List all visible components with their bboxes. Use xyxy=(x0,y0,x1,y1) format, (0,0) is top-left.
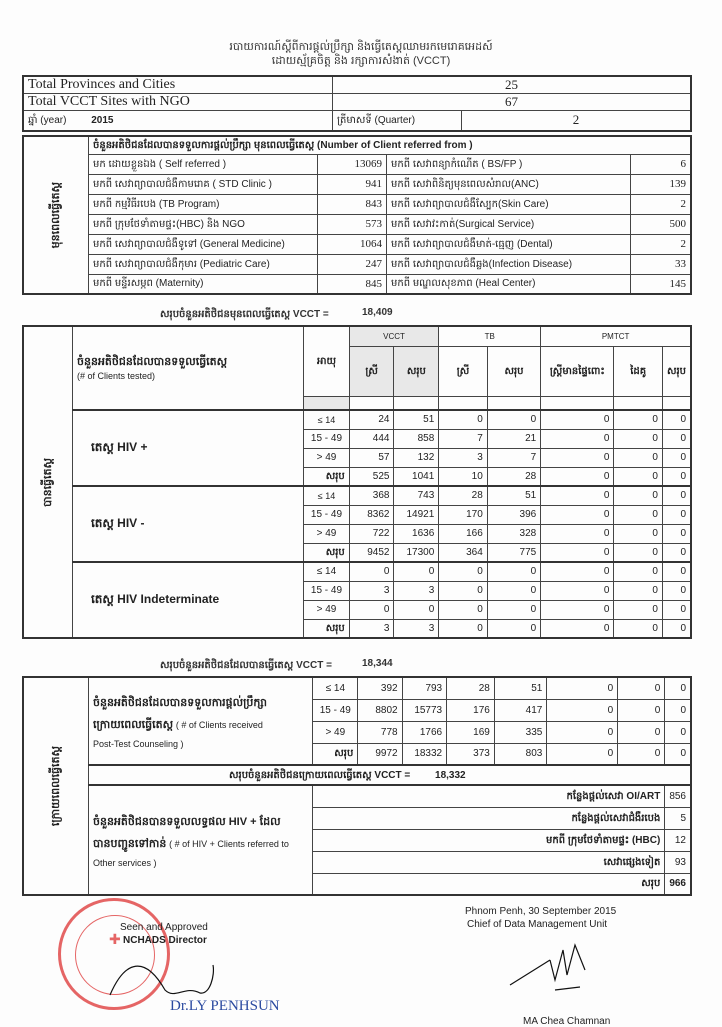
data-cell: 10 xyxy=(439,467,488,486)
data-cell: 368 xyxy=(349,486,394,505)
referral-service-value: 93 xyxy=(665,851,691,873)
referral-source-label: មកពី សេវាព្យាបាលជំងឺកុមារ (Pediatric Care) xyxy=(89,254,318,274)
referral-heading-en2: Other services ) xyxy=(93,857,157,868)
data-cell: 18332 xyxy=(402,743,447,765)
posttest-heading-en2: Post-Test Counseling ) xyxy=(93,738,184,749)
data-cell: 743 xyxy=(394,486,439,505)
referral-heading xyxy=(89,785,313,895)
age-cell: ≤ 14 xyxy=(304,486,350,505)
approval-line2: NCHADS Director xyxy=(123,935,207,946)
data-cell: 364 xyxy=(439,543,488,562)
referral-heading-en1: ( # of HIV + Clients referred to xyxy=(169,838,289,849)
referral-service-label: សេវាផ្សេងទៀត xyxy=(313,851,665,873)
sites-label: Total VCCT Sites with NGO xyxy=(23,94,333,111)
data-cell: 9972 xyxy=(358,743,402,765)
data-cell: 14921 xyxy=(394,505,439,524)
vcct-group-header: VCCT xyxy=(349,326,439,346)
data-cell: 0 xyxy=(662,505,691,524)
pretest-total-label: សរុបចំនួនអតិថិជនមុនពេលធ្វើតេស្ត VCCT = xyxy=(160,309,329,320)
testing-heading-en: (# of Clients tested) xyxy=(77,371,156,381)
data-cell: 0 xyxy=(662,467,691,486)
age-cell: ≤ 14 xyxy=(313,677,358,699)
data-cell: 0 xyxy=(394,600,439,619)
data-cell: 0 xyxy=(349,600,394,619)
chief-signature-icon xyxy=(505,935,595,995)
posttest-total-label: សរុបចំនួនអតិថិជនក្រោយពេលធ្វើតេស្ត VCCT = xyxy=(229,769,411,781)
age-cell: ≤ 14 xyxy=(304,410,350,429)
referral-source-label: មកពី មណ្ឌលសុខភាព (Heal Center) xyxy=(387,274,631,294)
stamp-cross-icon: ✚ xyxy=(109,931,121,947)
referral-service-label: កន្លែងផ្ដល់សេវា OI/ART xyxy=(313,785,665,807)
data-cell: 57 xyxy=(349,448,394,467)
data-cell: 0 xyxy=(439,600,488,619)
age-cell: > 49 xyxy=(313,721,358,743)
age-cell: > 49 xyxy=(304,448,350,467)
pretest-side-label-cell xyxy=(23,136,89,294)
data-cell: 15773 xyxy=(402,699,447,721)
data-cell: 3 xyxy=(349,581,394,600)
referral-source-label: មក ដោយខ្លួនឯង ( Self referred ) xyxy=(89,154,318,174)
data-cell: 0 xyxy=(662,448,691,467)
quarter-label: ត្រីមាសទី (Quarter) xyxy=(333,111,462,131)
tb-group-header: TB xyxy=(439,326,541,346)
quarter-value: 2 xyxy=(462,111,692,131)
referral-service-label: កន្លែងផ្ដល់សេវាជំងឺរបេង xyxy=(313,807,665,829)
referral-source-value: 845 xyxy=(318,274,387,294)
year-label: ឆ្នាំ (year) xyxy=(28,114,67,126)
vcct-female-header: ស្រី xyxy=(349,346,394,396)
data-cell: 0 xyxy=(614,600,663,619)
data-cell: 0 xyxy=(618,677,665,699)
data-cell: 0 xyxy=(618,743,665,765)
data-cell: 0 xyxy=(665,743,691,765)
data-cell: 0 xyxy=(665,677,691,699)
posttest-table xyxy=(22,676,692,896)
age-cell: 15 - 49 xyxy=(304,581,350,600)
pmtct-pregnant-header: ស្ត្រីមានផ្ទៃពោះ xyxy=(541,346,614,396)
referral-service-value: 12 xyxy=(665,829,691,851)
data-cell: 0 xyxy=(618,721,665,743)
testing-total-label: សរុបចំនួនអតិថិជនដែលបានធ្វើតេស្ត VCCT = xyxy=(160,660,332,671)
pmtct-total-header: សរុប xyxy=(662,346,691,396)
age-total-cell: សរុប xyxy=(304,467,350,486)
data-cell: 0 xyxy=(439,581,488,600)
data-cell: 8802 xyxy=(358,699,402,721)
sites-value: 67 xyxy=(333,94,692,111)
referral-source-value: 573 xyxy=(318,214,387,234)
data-cell: 0 xyxy=(614,619,663,638)
data-cell: 3 xyxy=(439,448,488,467)
posttest-heading-en1: ( # of Clients received xyxy=(175,719,263,730)
data-cell: 0 xyxy=(614,467,663,486)
referral-source-value: 145 xyxy=(631,274,692,294)
age-cell: 15 - 49 xyxy=(304,429,350,448)
testing-heading-kh: ចំនួនអតិថិជនដែលបានទទួលធ្វើតេស្ត xyxy=(77,356,228,368)
data-cell: 0 xyxy=(662,486,691,505)
pmtct-group-header: PMTCT xyxy=(541,326,691,346)
testing-total-value: 18,344 xyxy=(362,658,393,669)
referral-source-label: មកពី សេវាពិនិត្យមុនពេលសំរាល(ANC) xyxy=(387,174,631,194)
data-cell: 0 xyxy=(547,677,618,699)
data-cell: 0 xyxy=(541,581,614,600)
referral-total-label: សរុប xyxy=(313,873,665,895)
referral-source-label: មកពី មន្ទីរសម្ភព (Maternity) xyxy=(89,274,318,294)
data-cell: 51 xyxy=(487,486,540,505)
data-cell: 0 xyxy=(487,562,540,581)
data-cell: 0 xyxy=(487,600,540,619)
data-cell: 803 xyxy=(494,743,546,765)
year-value: 2015 xyxy=(91,114,114,126)
data-cell: 0 xyxy=(439,410,488,429)
data-cell: 28 xyxy=(439,486,488,505)
data-cell: 24 xyxy=(349,410,394,429)
posttest-heading xyxy=(89,677,313,765)
referral-source-label: មកពី សេវាព្យាបាលជំងឺមាត់-ធ្មេញ (Dental) xyxy=(387,234,631,254)
data-cell: 0 xyxy=(547,743,618,765)
year-cell xyxy=(23,111,333,131)
referral-total-value: 966 xyxy=(665,873,691,895)
data-cell: 0 xyxy=(614,562,663,581)
referral-service-label: មកពី ក្រុមថែទាំតាមផ្ទះ (HBC) xyxy=(313,829,665,851)
referral-source-value: 2 xyxy=(631,234,692,254)
data-cell: 0 xyxy=(665,699,691,721)
data-cell: 0 xyxy=(541,467,614,486)
data-cell: 3 xyxy=(394,619,439,638)
data-cell: 0 xyxy=(662,410,691,429)
signer-title: Chief of Data Management Unit xyxy=(467,919,608,930)
posttest-total-row xyxy=(89,765,692,785)
referral-source-value: 13069 xyxy=(318,154,387,174)
age-header: អាយុ xyxy=(304,326,350,396)
data-cell: 8362 xyxy=(349,505,394,524)
data-cell: 525 xyxy=(349,467,394,486)
report-title-line2: ដោយស្ម័គ្រចិត្ត និង រក្សាការសំងាត់ (VCCT) xyxy=(271,55,451,67)
data-cell: 0 xyxy=(618,699,665,721)
referral-source-value: 33 xyxy=(631,254,692,274)
data-cell: 0 xyxy=(541,429,614,448)
referral-source-label: មកពី សេវាព្យាបាលជំងឺឆ្លង(Infection Disease) xyxy=(387,254,631,274)
age-total-cell: សរុប xyxy=(304,619,350,638)
referral-source-label: មកពី កម្មវិធីរបេង (TB Program) xyxy=(89,194,318,214)
data-cell: 0 xyxy=(487,410,540,429)
data-cell: 176 xyxy=(447,699,495,721)
data-cell: 0 xyxy=(662,600,691,619)
data-cell: 0 xyxy=(487,581,540,600)
data-cell: 0 xyxy=(614,429,663,448)
data-cell: 0 xyxy=(614,581,663,600)
data-cell: 775 xyxy=(487,543,540,562)
age-total-cell: សរុប xyxy=(313,743,358,765)
pretest-total-value: 18,409 xyxy=(362,307,393,318)
data-cell: 3 xyxy=(394,581,439,600)
data-cell: 1766 xyxy=(402,721,447,743)
vcct-total-header: សរុប xyxy=(394,346,439,396)
data-cell: 0 xyxy=(662,619,691,638)
data-cell: 0 xyxy=(614,505,663,524)
data-cell: 858 xyxy=(394,429,439,448)
data-cell: 0 xyxy=(614,410,663,429)
section-label-hiv-indeterminate: តេស្ត HIV Indeterminate xyxy=(73,562,304,638)
referral-source-label: មកពី សេវាព្យាបាលជំងឺកាមរោគ ( STD Clinic ) xyxy=(89,174,318,194)
referral-source-label: មកពី សេវាវះកាត់(Surgical Service) xyxy=(387,214,631,234)
data-cell: 0 xyxy=(541,543,614,562)
data-cell: 0 xyxy=(541,505,614,524)
data-cell: 328 xyxy=(487,524,540,543)
age-cell: ≤ 14 xyxy=(304,562,350,581)
data-cell: 0 xyxy=(662,562,691,581)
section-label-hiv-positive: តេស្ត HIV + xyxy=(73,410,304,486)
referral-source-value: 139 xyxy=(631,174,692,194)
tb-female-header: ស្រី xyxy=(439,346,488,396)
pretest-table xyxy=(22,135,692,295)
referral-heading-kh1: ចំនួនអតិថិជនបានទទួលលទ្ធផល HIV + ដែល xyxy=(93,815,281,828)
posttest-heading-kh1: ចំនួនអតិថិជនដែលបានទទួលការផ្ដល់ប្រឹក្សា xyxy=(93,696,267,709)
testing-side-label-cell xyxy=(23,326,73,638)
referral-source-value: 247 xyxy=(318,254,387,274)
posttest-side-label-cell xyxy=(23,677,89,895)
data-cell: 0 xyxy=(541,619,614,638)
place-date: Phnom Penh, 30 September 2015 xyxy=(465,906,617,917)
tb-total-header: សរុប xyxy=(487,346,540,396)
report-title-line1: របាយការណ៍ស្ដីពីការផ្ដល់ប្រឹក្សា និងធ្វើតេស្តឈាមរកមេរោគអេដស៍ xyxy=(229,41,493,53)
age-blank-cell xyxy=(304,396,350,410)
data-cell: 392 xyxy=(358,677,402,699)
referral-source-value: 1064 xyxy=(318,234,387,254)
data-cell: 778 xyxy=(358,721,402,743)
data-cell: 21 xyxy=(487,429,540,448)
testing-side-label: បានធ្វើតេស្ត xyxy=(42,457,54,507)
testing-table xyxy=(22,325,692,639)
testing-heading xyxy=(73,326,304,410)
age-cell: 15 - 49 xyxy=(304,505,350,524)
data-cell: 0 xyxy=(662,429,691,448)
referral-source-label: មកពី សេវាព្យាបាលជំងឺទូទៅ (General Medicine) xyxy=(89,234,318,254)
referral-service-value: 5 xyxy=(665,807,691,829)
data-cell: 0 xyxy=(547,699,618,721)
referral-source-value: 500 xyxy=(631,214,692,234)
data-cell: 0 xyxy=(662,581,691,600)
data-cell: 0 xyxy=(541,562,614,581)
data-cell: 1041 xyxy=(394,467,439,486)
data-cell: 28 xyxy=(487,467,540,486)
posttest-heading-kh2: ក្រោយពេលធ្វើតេស្ត xyxy=(93,718,174,731)
data-cell: 0 xyxy=(665,721,691,743)
data-cell: 51 xyxy=(394,410,439,429)
pmtct-partner-header: ដៃគូ xyxy=(614,346,663,396)
provinces-value: 25 xyxy=(333,76,692,94)
data-cell: 0 xyxy=(547,721,618,743)
data-cell: 169 xyxy=(447,721,495,743)
data-cell: 0 xyxy=(662,524,691,543)
data-cell: 132 xyxy=(394,448,439,467)
data-cell: 444 xyxy=(349,429,394,448)
posttest-total-value: 18,332 xyxy=(435,769,466,781)
data-cell: 0 xyxy=(349,562,394,581)
provinces-label: Total Provinces and Cities xyxy=(23,76,333,94)
chief-name: MA Chea Chamnan xyxy=(523,1016,611,1027)
data-cell: 28 xyxy=(447,677,495,699)
approval-line1: Seen and Approved xyxy=(120,922,208,933)
data-cell: 7 xyxy=(487,448,540,467)
data-cell: 51 xyxy=(494,677,546,699)
data-cell: 170 xyxy=(439,505,488,524)
data-cell: 0 xyxy=(541,410,614,429)
data-cell: 793 xyxy=(402,677,447,699)
data-cell: 0 xyxy=(541,486,614,505)
referral-source-value: 843 xyxy=(318,194,387,214)
data-cell: 722 xyxy=(349,524,394,543)
referral-source-label: មកពី សេវាព្យាបាលជំងឺស្បែក(Skin Care) xyxy=(387,194,631,214)
posttest-side-label: ក្រោយពេលធ្វើតេស្ត xyxy=(50,745,62,827)
referral-service-value: 856 xyxy=(665,785,691,807)
referral-source-value: 2 xyxy=(631,194,692,214)
data-cell: 396 xyxy=(487,505,540,524)
data-cell: 7 xyxy=(439,429,488,448)
data-cell: 0 xyxy=(662,543,691,562)
data-cell: 0 xyxy=(439,619,488,638)
data-cell: 3 xyxy=(349,619,394,638)
data-cell: 9452 xyxy=(349,543,394,562)
data-cell: 0 xyxy=(439,562,488,581)
data-cell: 335 xyxy=(494,721,546,743)
data-cell: 166 xyxy=(439,524,488,543)
referral-source-label: មកពី ក្រុមថែទាំតាមផ្ទះ(HBC) និង NGO xyxy=(89,214,318,234)
referral-source-label: មកពី សេវាពន្យាកំណើត ( BS/FP ) xyxy=(387,154,631,174)
pretest-heading: ចំនួនអតិថិជនដែលបានទទួលការផ្ដល់ប្រឹក្សា មុនពេលធ្វើតេស្ត (Number of Client referred from ) xyxy=(89,136,692,154)
referral-source-value: 6 xyxy=(631,154,692,174)
data-cell: 0 xyxy=(541,600,614,619)
data-cell: 0 xyxy=(614,448,663,467)
data-cell: 0 xyxy=(614,524,663,543)
data-cell: 417 xyxy=(494,699,546,721)
summary-table xyxy=(22,75,692,132)
section-label-hiv-negative: តេស្ត HIV - xyxy=(73,486,304,562)
data-cell: 17300 xyxy=(394,543,439,562)
age-cell: > 49 xyxy=(304,524,350,543)
referral-heading-kh2: បានបញ្ជូនទៅកាន់ xyxy=(93,837,167,850)
age-total-cell: សរុប xyxy=(304,543,350,562)
data-cell: 1636 xyxy=(394,524,439,543)
data-cell: 0 xyxy=(614,486,663,505)
data-cell: 0 xyxy=(487,619,540,638)
referral-source-value: 941 xyxy=(318,174,387,194)
pretest-side-label: មុនពេលធ្វើតេស្ត xyxy=(50,181,62,249)
director-name: Dr.LY PENHSUN xyxy=(170,998,280,1014)
data-cell: 0 xyxy=(394,562,439,581)
age-cell: > 49 xyxy=(304,600,350,619)
data-cell: 0 xyxy=(614,543,663,562)
data-cell: 0 xyxy=(541,448,614,467)
data-cell: 373 xyxy=(447,743,495,765)
data-cell: 0 xyxy=(541,524,614,543)
age-cell: 15 - 49 xyxy=(313,699,358,721)
